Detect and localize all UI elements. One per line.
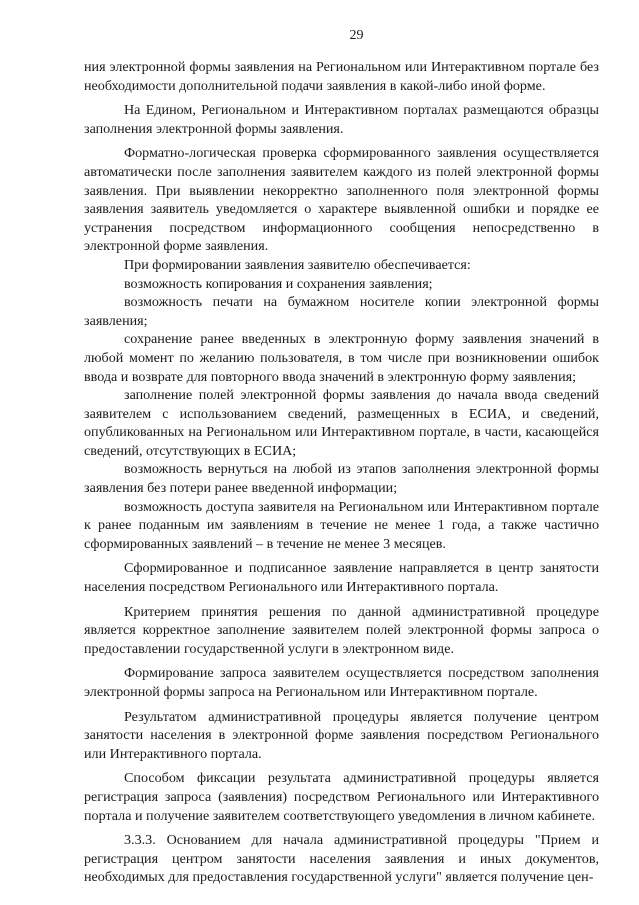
paragraph: Формирование запроса заявителем осуществляется посредством заполнения электронной формы запроса на Региональном или Интерактивном портале. bbox=[84, 665, 599, 700]
paragraph: заполнение полей электронной формы заявления до начала ввода сведений заявителем с использованием сведений, размещенных в ЕСИА, и сведений, опубликованных на Региональном или Интерактивном портале, в части, касающейся сведений, отсутствующих в ЕСИА; bbox=[84, 387, 599, 459]
paragraph: сохранение ранее введенных в электронную форму заявления значений в любой момент по желанию пользователя, в том числе при возникновении ошибок ввода и возврате для повторного ввода значений в электронную форму заявления; bbox=[84, 331, 599, 385]
paragraph: Форматно-логическая проверка сформированного заявления осуществляется автоматически после заполнения заявителем каждого из полей электронной формы заявления. При выявлении некорректно заполненного поля электронной формы заявления заявитель уведомляется о характере выявленной ошибки и порядке ее устранения посредством информационного сообщения непосредственно в электронной форме заявления. bbox=[84, 145, 599, 255]
paragraph: Способом фиксации результата административной процедуры является регистрация запроса (заявления) посредством Регионального или Интерактивного портала и получение заявителем соответствующего уведомления в личном кабинете. bbox=[84, 770, 599, 824]
paragraph: 3.3.3. Основанием для начала административной процедуры "Прием и регистрация центром занятости населения заявления и иных документов, необходимых для предоставления государственной услуги" является получение цен- bbox=[84, 832, 599, 886]
document-body bbox=[84, 58, 599, 887]
paragraph: Критерием принятия решения по данной административной процедуре является корректное заполнение заявителем полей электронной формы запроса о предоставлении государственной услуги в электронном виде. bbox=[84, 603, 599, 657]
paragraph: возможность доступа заявителя на Региональном или Интерактивном портале к ранее поданным им заявлениям в течение не менее 1 года, а также частично сформированных заявлений – в течение не менее 3 месяцев. bbox=[84, 498, 599, 552]
paragraph: Сформированное и подписанное заявление направляется в центр занятости населения посредством Регионального или Интерактивного портала. bbox=[84, 560, 599, 596]
page-number: 29 bbox=[349, 28, 364, 43]
paragraph: возможность вернуться на любой из этапов заполнения электронной формы заявления без потери ранее введенной информации; bbox=[84, 461, 599, 497]
paragraph: возможность печати на бумажном носителе копии электронной формы заявления; bbox=[84, 294, 599, 329]
paragraph: ния электронной формы заявления на Региональном или Интерактивном портале без необходимости дополнительной подачи заявления в какой-либо иной форме. bbox=[84, 59, 599, 94]
paragraph: На Едином, Региональном и Интерактивном порталах размещаются образцы заполнения электронной формы заявления. bbox=[84, 102, 599, 137]
paragraph: возможность копирования и сохранения заявления; bbox=[124, 275, 433, 292]
paragraph: Результатом административной процедуры является получение центром занятости населения в электронной форме заявления посредством Регионального или Интерактивного портала. bbox=[84, 708, 599, 762]
paragraph: При формировании заявления заявителю обеспечивается: bbox=[124, 256, 471, 273]
